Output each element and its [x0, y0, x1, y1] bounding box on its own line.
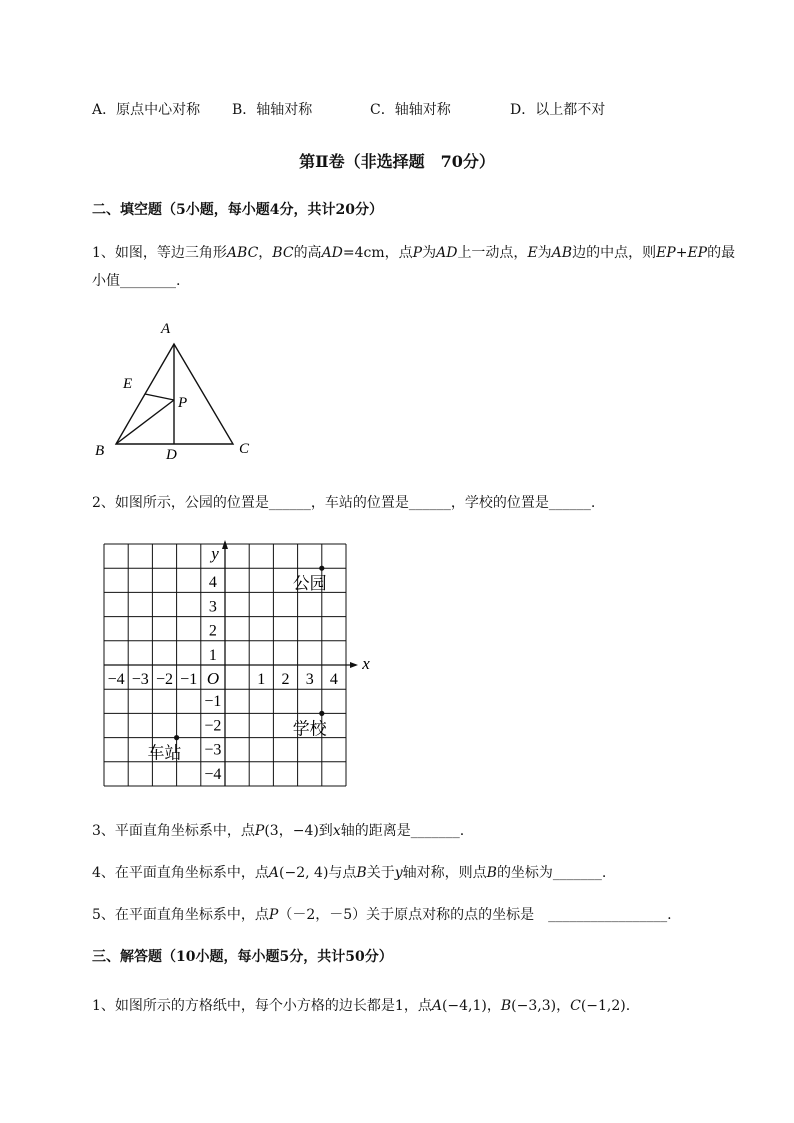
origin-label: O [206, 669, 220, 688]
x-axis-arrow [350, 662, 358, 668]
q1-e: E [527, 245, 538, 261]
label-c: C [239, 441, 250, 457]
section3-header: 三、解答题（10小题，每小题5分，共计50分） [92, 949, 393, 965]
q5-prefix: 5、在平面直角坐标系中，点 [92, 907, 269, 923]
x-tick-label: −4 [107, 671, 125, 688]
q6-prefix: 1、如图所示的方格纸中，每个小方格的边长都是1，点 [92, 998, 432, 1014]
label-a: A [161, 321, 171, 337]
triangle-figure [88, 316, 268, 466]
question-1-line2: 小值________. [92, 273, 181, 289]
q6-sep1: ， [486, 998, 501, 1014]
part2-title: 第Ⅱ卷（非选择题 70分） [299, 152, 495, 171]
q1-ad: AD [321, 245, 343, 261]
q4-suffix: 的坐标为_______. [496, 865, 607, 881]
q6-a-coord: (−4,1) [441, 998, 487, 1014]
q5-p: P [268, 907, 279, 923]
q1-ab: AB [551, 245, 573, 261]
q5-suffix: （－2，－5）关于原点对称的点的坐标是 _________________. [278, 907, 672, 923]
q6-end: . [625, 998, 631, 1014]
y-tick-label: −4 [204, 765, 222, 783]
station-point [174, 735, 179, 740]
label-p: P [178, 395, 188, 411]
q1-eq: =4cm，点 [342, 245, 413, 261]
q3-coord: (3，−4)到 [264, 823, 333, 839]
q1-p: P [412, 245, 423, 261]
park-label: 公园 [292, 574, 327, 594]
option-d: D．以上都不对 [510, 102, 606, 118]
q1-expr: EP+EP [656, 245, 708, 261]
option-a: A．原点中心对称 [92, 102, 201, 118]
station-label: 车站 [147, 743, 182, 763]
q4-coord: (−2, 4)与点 [279, 865, 357, 881]
q4-mid2: 轴对称，则点 [402, 865, 487, 881]
q6-b-coord: (−3,3) [511, 998, 557, 1014]
q4-y: y [394, 865, 403, 881]
q1-mid1: 的高 [293, 245, 322, 261]
question-4 [92, 862, 606, 882]
q1-comma: ， [258, 245, 273, 261]
x-tick-label: 2 [281, 671, 290, 688]
y-tick-label: −3 [204, 741, 222, 759]
section2-header: 二、填空题（5小题，每小题4分，共计20分） [92, 202, 383, 218]
q1-bc: BC [272, 245, 294, 261]
q6-c: C [570, 998, 581, 1014]
y-tick-label: 4 [208, 574, 217, 592]
q4-b: B [356, 865, 367, 881]
school-point [319, 711, 324, 716]
q1-mid5: 边的中点，则 [572, 245, 657, 261]
q6-b: B [500, 998, 512, 1014]
q1-abc: ABC [226, 245, 259, 261]
question-5 [92, 904, 672, 924]
label-b: B [95, 443, 105, 459]
q4-a: A [268, 865, 280, 881]
q1-mid6: 的最 [707, 245, 736, 261]
q4-prefix: 4、在平面直角坐标系中，点 [92, 865, 269, 881]
school-label: 学校 [292, 719, 327, 739]
question-2: 2、如图所示，公园的位置是______，车站的位置是______，学校的位置是______. [92, 495, 596, 511]
x-tick-label: 4 [329, 671, 338, 688]
q3-x: x [332, 823, 341, 839]
segment-ep [145, 394, 174, 400]
x-tick-label: 3 [305, 671, 314, 688]
x-tick-label: −2 [155, 671, 174, 688]
question-3 [92, 820, 464, 840]
q1-mid3: 上一动点， [457, 245, 528, 261]
y-tick-label: −1 [204, 693, 222, 711]
q4-b2: B [486, 865, 497, 881]
park-point [319, 566, 324, 571]
y-tick-label: 2 [208, 622, 217, 640]
q3-suffix: 轴的距离是_______. [340, 823, 465, 839]
label-d: D [166, 447, 177, 463]
q3-p: P [254, 823, 265, 839]
x-tick-label: −1 [180, 671, 198, 688]
q6-c-coord: (−1,2) [580, 998, 626, 1014]
y-axis-label: y [211, 544, 219, 563]
q1-mid2: 为 [422, 245, 437, 261]
x-tick-label: 1 [257, 671, 266, 688]
grid-labels [108, 544, 370, 783]
coordinate-grid-figure [90, 534, 370, 794]
q1-ad2: AD [436, 245, 458, 261]
q1-mid4: 为 [537, 245, 552, 261]
y-tick-label: −2 [204, 717, 222, 735]
y-tick-label: 1 [208, 646, 217, 664]
question-6 [92, 995, 630, 1015]
q6-a: A [431, 998, 442, 1014]
q4-mid: 关于 [366, 865, 395, 881]
q1-prefix: 1、如图，等边三角形 [92, 245, 227, 261]
q3-prefix: 3、平面直角坐标系中，点 [92, 823, 255, 839]
label-e: E [123, 376, 133, 392]
q6-sep2: ， [556, 998, 571, 1014]
segment-bp [116, 400, 174, 444]
option-c: C．轴轴对称 [370, 102, 451, 118]
question-1-line1 [92, 242, 735, 262]
x-axis-label: x [362, 654, 370, 673]
option-b: B．轴轴对称 [232, 102, 313, 118]
x-tick-label: −3 [131, 671, 149, 688]
y-tick-label: 3 [208, 598, 217, 616]
